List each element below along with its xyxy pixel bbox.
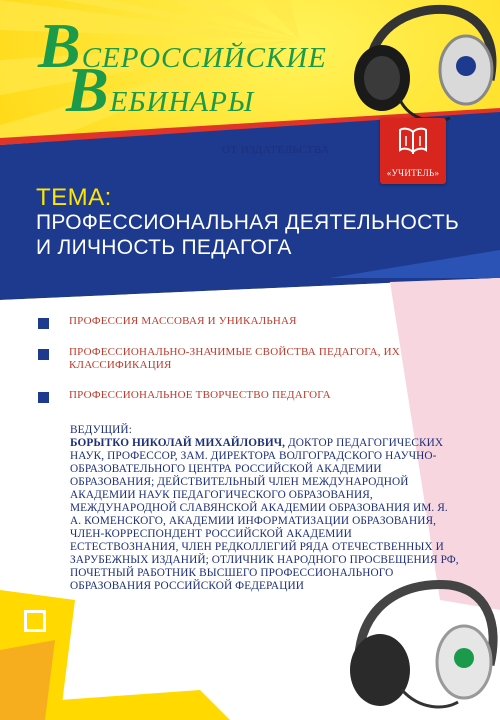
theme-label: ТЕМА: — [36, 184, 112, 211]
topic-text: ПРОФЕССИЯ МАССОВАЯ И УНИКАЛЬНАЯ — [69, 315, 297, 327]
topic-text: ПРОФЕССИОНАЛЬНОЕ ТВОРЧЕСТВО ПЕДАГОГА — [69, 389, 331, 401]
decorative-square — [24, 610, 46, 632]
publisher-prefix: ОТ ИЗДАТЕЛЬСТВА — [222, 144, 330, 156]
title-rest-2: ЕБИНАРЫ — [109, 86, 255, 118]
topic-item — [38, 315, 297, 329]
title-initial-2: В — [66, 54, 110, 125]
title-line-2 — [66, 54, 255, 125]
topic-item — [38, 389, 331, 403]
publisher-logo — [380, 118, 446, 184]
square-bullet-icon — [38, 349, 49, 360]
topic-text: ПРОФЕССИОНАЛЬНО-ЗНАЧИМЫЕ СВОЙСТВА ПЕДАГОГА, ИХ КЛАССИФИКАЦИЯ — [69, 346, 400, 371]
title-rest-1: СЕРОССИЙСКИЕ — [81, 42, 327, 74]
topic-item — [38, 346, 419, 372]
presenter-label: ВЕДУЩИЙ: — [70, 424, 132, 436]
square-bullet-icon — [38, 392, 49, 403]
title-initial-1: В — [38, 10, 82, 81]
presenter-name: БОРЫТКО НИКОЛАЙ МИХАЙЛОВИЧ, — [70, 437, 286, 449]
presenter-bio: ДОКТОР ПЕДАГОГИЧЕСКИХ НАУК, ПРОФЕССОР, ЗАМ. ДИРЕКТОРА ВОЛГОГРАДСКОГО НАУЧНО-ОБРАЗОВАТЕЛЬНОГО ЦЕНТРА РОССИЙСКОЙ АКАДЕМИИ ОБРАЗОВАНИЯ; ДЕЙСТВИТЕЛЬНЫЙ ЧЛЕН МЕЖДУНАРОДНОЙ АКАДЕМИИ НАУК ПЕДАГОГИЧЕСКОГО ОБРАЗОВАНИЯ, МЕЖДУНАРОДНОЙ СЛАВЯНСКОЙ АКАДЕМИИ ОБРАЗОВАНИЯ ИМ. Я. А. КОМЕНСКОГО, АКАДЕМИИ ИНФОРМАТИЗАЦИИ ОБРАЗОВАНИЯ, ЧЛЕН-КОРРЕСПОНДЕНТ РОССИЙСКОЙ АКАДЕМИИ ЕСТЕСТВОЗНАНИЯ, ЧЛЕН РЕДКОЛЛЕГИЙ РЯДА ОТЕЧЕСТВЕННЫХ И ЗАРУБЕЖНЫХ ИЗДАНИЙ; ОТЛИЧНИК НАРОДНОГО ПРОСВЕЩЕНИЯ РФ, ПОЧЕТНЫЙ РАБОТНИК ВЫСШЕГО ПРОФЕССИОНАЛЬНОГО ОБРАЗОВАНИЯ РОССИЙСКОЙ ФЕДЕРАЦИИ — [70, 437, 459, 592]
presenter-block — [70, 424, 460, 593]
book-logo-icon — [397, 126, 429, 156]
theme-title: ПРОФЕССИОНАЛЬНАЯ ДЕЯТЕЛЬНОСТЬ И ЛИЧНОСТЬ ПЕДАГОГА — [36, 211, 460, 259]
logo-label: «УЧИТЕЛЬ» — [386, 168, 440, 178]
square-bullet-icon — [38, 318, 49, 329]
